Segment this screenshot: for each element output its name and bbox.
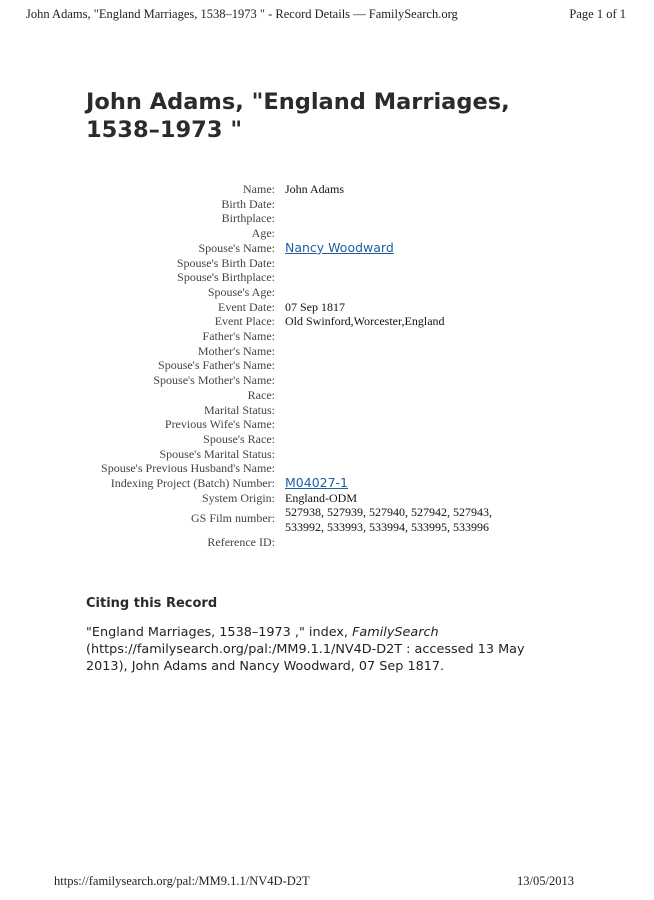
- field-value: [285, 476, 525, 491]
- print-header-page-number: Page 1 of 1: [569, 7, 626, 21]
- field-row-birthplace: [0, 211, 654, 226]
- field-value: 527938, 527939, 527940, 527942, 527943, 533992, 533993, 533994, 533995, 533996: [285, 505, 492, 535]
- field-label: Event Place:: [214, 314, 275, 329]
- field-label: Spouse's Race:: [203, 431, 275, 446]
- field-row-name: [0, 182, 654, 197]
- field-label: Spouse's Marital Status:: [159, 446, 275, 461]
- field-row-birth-date: [0, 197, 654, 212]
- field-value: [285, 241, 525, 256]
- record-details: [0, 182, 654, 550]
- field-row-spouse-mother-name: [0, 373, 654, 388]
- print-footer-url: https://familysearch.org/pal:/MM9.1.1/NV4D-D2T: [54, 874, 310, 888]
- citation-text: [86, 624, 556, 675]
- field-label: Spouse's Previous Husband's Name:: [101, 461, 275, 476]
- record-title: John Adams, "England Marriages, 1538–1973 ": [86, 89, 510, 143]
- field-label: Spouse's Father's Name:: [158, 358, 275, 373]
- field-label: Reference ID:: [207, 534, 275, 549]
- print-header-title: John Adams, "England Marriages, 1538–1973 " - Record Details — FamilySearch.org: [26, 7, 458, 21]
- field-row-event-place: [0, 314, 654, 329]
- citation-part-1: "England Marriages, 1538–1973 ," index,: [86, 625, 353, 640]
- field-row-spouse-name: [0, 241, 654, 256]
- field-row-spouse-birth-date: [0, 256, 654, 271]
- field-label: Age:: [251, 226, 275, 241]
- field-label: Spouse's Birthplace:: [177, 270, 275, 285]
- field-label: Spouse's Age:: [207, 284, 275, 299]
- field-row-system-origin: [0, 491, 654, 506]
- field-value: 07 Sep 1817: [285, 299, 345, 314]
- field-label: Birth Date:: [221, 196, 275, 211]
- field-label: Spouse's Name:: [198, 240, 275, 255]
- field-row-previous-wife-name: [0, 417, 654, 432]
- field-value: John Adams: [285, 182, 345, 196]
- field-row-race: [0, 388, 654, 403]
- field-row-gs-film-number: [0, 505, 654, 534]
- field-label: Spouse's Birth Date:: [176, 255, 275, 270]
- field-row-age: [0, 226, 654, 241]
- field-row-spouse-birthplace: [0, 270, 654, 285]
- field-row-marital-status: [0, 403, 654, 418]
- field-row-event-date: [0, 300, 654, 315]
- field-label: Birthplace:: [221, 211, 275, 226]
- spouse-name-link[interactable]: Nancy Woodward: [285, 239, 394, 255]
- citing-heading: Citing this Record: [86, 596, 218, 611]
- field-label: Race:: [247, 387, 275, 402]
- field-label: Name:: [243, 182, 275, 196]
- field-value: Old Swinford,Worcester,England: [285, 314, 445, 329]
- field-value: England-ODM: [285, 490, 357, 505]
- print-footer-date: 13/05/2013: [517, 874, 574, 888]
- field-row-spouse-previous-husband: [0, 461, 654, 476]
- field-row-spouse-race: [0, 432, 654, 447]
- field-label: Marital Status:: [204, 402, 275, 417]
- citation-source: FamilySearch: [352, 625, 439, 640]
- batch-number-link[interactable]: M04027-1: [285, 475, 349, 491]
- field-row-reference-id: [0, 535, 654, 550]
- field-row-spouse-marital-status: [0, 447, 654, 462]
- field-label: GS Film number:: [190, 511, 275, 526]
- field-label: Father's Name:: [202, 329, 275, 344]
- field-label: Mother's Name:: [197, 343, 275, 358]
- field-label: Previous Wife's Name:: [164, 417, 275, 432]
- field-row-mother-name: [0, 344, 654, 359]
- field-label: Indexing Project (Batch) Number:: [110, 476, 275, 491]
- field-row-father-name: [0, 329, 654, 344]
- field-label: Event Date:: [218, 299, 275, 314]
- field-label: Spouse's Mother's Name:: [153, 373, 275, 388]
- citation-part-2: (https://familysearch.org/pal:/MM9.1.1/NV4D-D2T : accessed 13 May 2013), John Adams and Nancy Woodward, 07 Sep 1817.: [86, 642, 525, 674]
- field-label: System Origin:: [201, 490, 275, 505]
- field-row-spouse-age: [0, 285, 654, 300]
- field-row-indexing-project: [0, 476, 654, 491]
- field-row-spouse-father-name: [0, 358, 654, 373]
